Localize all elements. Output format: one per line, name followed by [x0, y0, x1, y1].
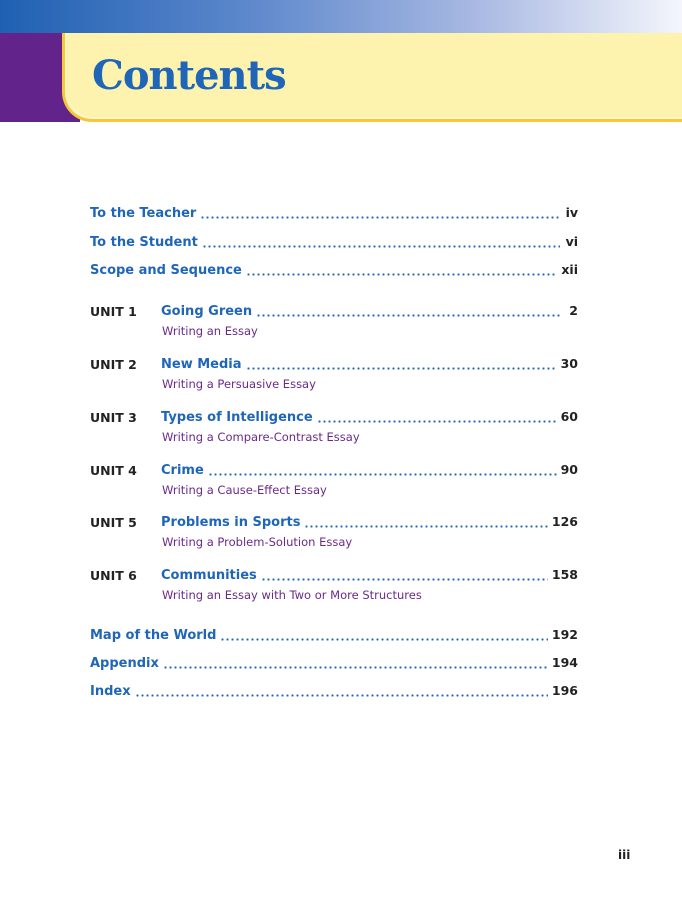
toc-entry-page: xii [561, 262, 578, 277]
toc-back-matter [90, 627, 578, 701]
toc-unit [90, 356, 578, 391]
toc-entry-label: New Media [161, 357, 242, 372]
unit-label: UNIT 6 [90, 568, 137, 583]
toc-entry-label: Scope and Sequence [90, 263, 242, 278]
toc-unit [90, 303, 578, 338]
toc-entry[interactable] [161, 462, 578, 480]
unit-subtitle: Writing a Problem-Solution Essay [162, 535, 353, 549]
toc-entry-page: 158 [551, 567, 578, 582]
toc-entry-label: Communities [161, 568, 257, 583]
unit-subtitle: Writing a Persuasive Essay [162, 377, 316, 391]
dot-leader [135, 694, 548, 697]
toc-entry[interactable] [90, 683, 578, 701]
dot-leader [220, 638, 547, 641]
toc-entry-label: To the Student [90, 235, 198, 250]
dot-leader [246, 273, 558, 276]
unit-subtitle: Writing an Essay with Two or More Structures [162, 588, 422, 602]
toc-unit [90, 514, 578, 549]
toc-entry-label: Types of Intelligence [161, 410, 313, 425]
toc-entry-label: To the Teacher [90, 206, 197, 221]
toc-entry-page: vi [565, 234, 578, 249]
unit-subtitle: Writing a Compare-Contrast Essay [162, 430, 360, 444]
dot-leader [200, 216, 560, 219]
toc-entry-page: 194 [551, 655, 578, 670]
toc-entry-label: Problems in Sports [161, 515, 301, 530]
toc-entry-label: Map of the World [90, 628, 217, 643]
toc-entry[interactable] [161, 514, 578, 532]
toc-entry-page: 60 [560, 409, 578, 424]
toc-entry-page: 196 [551, 683, 578, 698]
toc-entry-label: Going Green [161, 304, 253, 319]
toc-entry[interactable] [90, 205, 578, 223]
unit-label: UNIT 4 [90, 463, 137, 478]
toc-entry[interactable] [161, 356, 578, 374]
toc-entry-page: 30 [560, 356, 578, 371]
dot-leader [317, 420, 557, 423]
toc-entry[interactable] [90, 234, 578, 252]
unit-label: UNIT 2 [90, 357, 137, 372]
toc-entry-page: 192 [551, 627, 578, 642]
dot-leader [163, 666, 548, 669]
toc-entry-page: iv [565, 205, 578, 220]
unit-subtitle: Writing a Cause-Effect Essay [162, 483, 327, 497]
dot-leader [261, 578, 548, 581]
toc-entry[interactable] [90, 655, 578, 673]
header-gradient-bar [0, 0, 682, 33]
toc-entry[interactable] [161, 567, 578, 585]
toc-entry[interactable] [161, 303, 578, 321]
toc-unit [90, 462, 578, 497]
toc-entry-page: 2 [569, 303, 578, 318]
toc-entry-page: 90 [560, 462, 578, 477]
unit-label: UNIT 1 [90, 304, 137, 319]
toc-entry[interactable] [90, 262, 578, 280]
dot-leader [208, 473, 557, 476]
dot-leader [304, 525, 547, 528]
toc-entry-label: Index [90, 684, 131, 699]
toc-entry[interactable] [90, 627, 578, 645]
dot-leader [256, 314, 560, 317]
dot-leader [202, 245, 560, 248]
page-number: iii [618, 848, 631, 862]
toc-entry-page: 126 [551, 514, 578, 529]
unit-label: UNIT 3 [90, 410, 137, 425]
toc-unit [90, 567, 578, 602]
toc-unit [90, 409, 578, 444]
page-title: Contents [92, 52, 286, 99]
toc-entry[interactable] [161, 409, 578, 427]
toc-front-matter [90, 205, 578, 280]
dot-leader [246, 367, 557, 370]
unit-label: UNIT 5 [90, 515, 137, 530]
toc-entry-label: Crime [161, 463, 204, 478]
toc-entry-label: Appendix [90, 656, 159, 671]
unit-subtitle: Writing an Essay [162, 324, 258, 338]
